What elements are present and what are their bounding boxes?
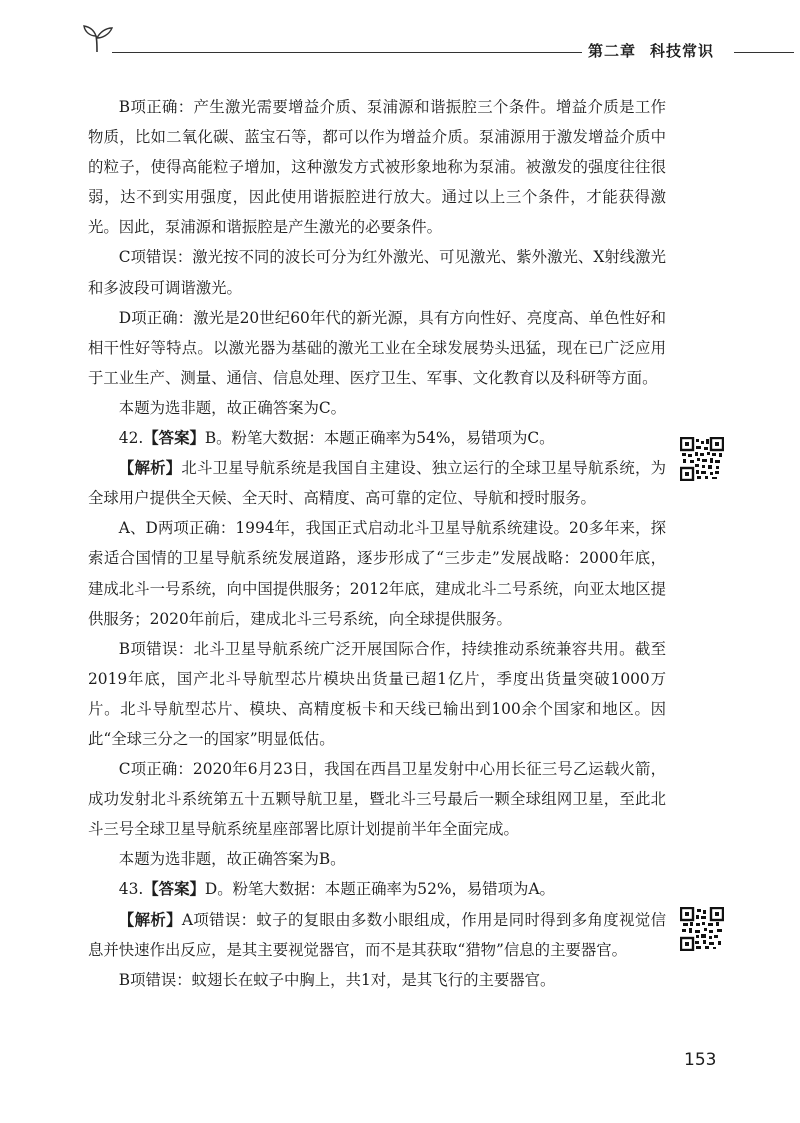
chapter-title: 科技常识 xyxy=(650,42,715,60)
q42-analysis-tag: 【解析】 xyxy=(118,459,182,478)
header-rule-right xyxy=(734,52,794,53)
sprout-icon xyxy=(82,24,116,54)
page-header xyxy=(0,0,800,70)
q43-number: 43. xyxy=(118,880,144,899)
page-body xyxy=(88,92,666,995)
q42-paragraph-c: C项正确：2020年6月23日，我国在西昌卫星发射中心用长征三号乙运载火箭，成功发射北斗系统第五十五颗导航卫星，暨北斗三号最后一颗全球组网卫星，至此北斗三号全球卫星导航系统星座部署比原计划提前半年全面完成。 xyxy=(88,760,666,839)
q42-analysis xyxy=(88,453,666,513)
qr-code-icon[interactable] xyxy=(680,907,724,951)
q43-analysis-text: A项错误：蚊子的复眼由多数小眼组成，作用是同时得到多角度视觉信息并快速作出反应，是其主要视觉器官，而不是其获取“猎物”信息的主要器官。 xyxy=(88,910,666,959)
header-rule-left xyxy=(112,52,582,53)
chapter-heading xyxy=(588,40,728,61)
q42-answer xyxy=(88,423,666,453)
chapter-number: 第二章 xyxy=(588,42,637,60)
q43-answer xyxy=(88,874,666,904)
q42-conclusion: 本题为选非题，故正确答案为B。 xyxy=(118,850,346,869)
paragraph-d-correct: D项正确：激光是20世纪60年代的新光源，具有方向性好、亮度高、单色性好和相干性好等特点。以激光器为基础的激光工业在全球发展势头迅猛，现在已广泛应用于工业生产、测量、通信、信息处理、医疗卫生、军事、文化教育以及科研等方面。 xyxy=(88,308,666,387)
paragraph-c-wrong: C项错误：激光按不同的波长可分为红外激光、可见激光、紫外激光、X射线激光和多波段可调谐激光。 xyxy=(88,248,666,297)
qr-code-icon[interactable] xyxy=(680,437,724,481)
q42-paragraph-b: B项错误：北斗卫星导航系统广泛开展国际合作，持续推动系统兼容共用。截至2019年底，国产北斗导航型芯片模块出货量已超1亿片，季度出货量突破1000万片。北斗导航型芯片、模块、高精度板卡和天线已输出到100余个国家和地区。因此“全球三分之一的国家”明显低估。 xyxy=(88,639,666,748)
q42-number: 42. xyxy=(118,429,144,448)
q42-analysis-text: 北斗卫星导航系统是我国自主建设、独立运行的全球卫星导航系统，为全球用户提供全天候、全天时、高精度、高可靠的定位、导航和授时服务。 xyxy=(88,459,666,508)
q43-analysis xyxy=(88,905,666,965)
q42-answer-text: B。粉笔大数据：本题正确率为54%，易错项为C。 xyxy=(204,429,555,448)
q42-paragraph-ad: A、D两项正确：1994年，我国正式启动北斗卫星导航系统建设。20多年来，探索适合国情的卫星导航系统发展道路，逐步形成了“三步走”发展战略：2000年底，建成北斗一号系统，向中国提供服务；2012年底，建成北斗二号系统，向亚太地区提供服务；2020年前后，建成北斗三号系统，向全球提供服务。 xyxy=(88,519,666,628)
q43-paragraph-b: B项错误：蚊翅长在蚊子中胸上，共1对，是其飞行的主要器官。 xyxy=(118,970,556,989)
page-number: 153 xyxy=(684,1050,717,1070)
q42-answer-tag: 【答案】 xyxy=(143,429,205,448)
q43-analysis-tag: 【解析】 xyxy=(118,910,182,929)
paragraph-conclusion: 本题为选非题，故正确答案为C。 xyxy=(118,398,347,417)
paragraph-b-correct: B项正确：产生激光需要增益介质、泵浦源和谐振腔三个条件。增益介质是工作物质，比如二氧化碳、蓝宝石等，都可以作为增益介质。泵浦源用于激发增益介质中的粒子，使得高能粒子增加，这种激发方式被形象地称为泵浦。被激发的强度往往很弱，达不到实用强度，因此使用谐振腔进行放大。通过以上三个条件，才能获得激光。因此，泵浦源和谐振腔是产生激光的必要条件。 xyxy=(88,98,666,237)
q43-answer-tag: 【答案】 xyxy=(143,880,205,899)
q43-answer-text: D。粉笔大数据：本题正确率为52%，易错项为A。 xyxy=(204,880,555,899)
